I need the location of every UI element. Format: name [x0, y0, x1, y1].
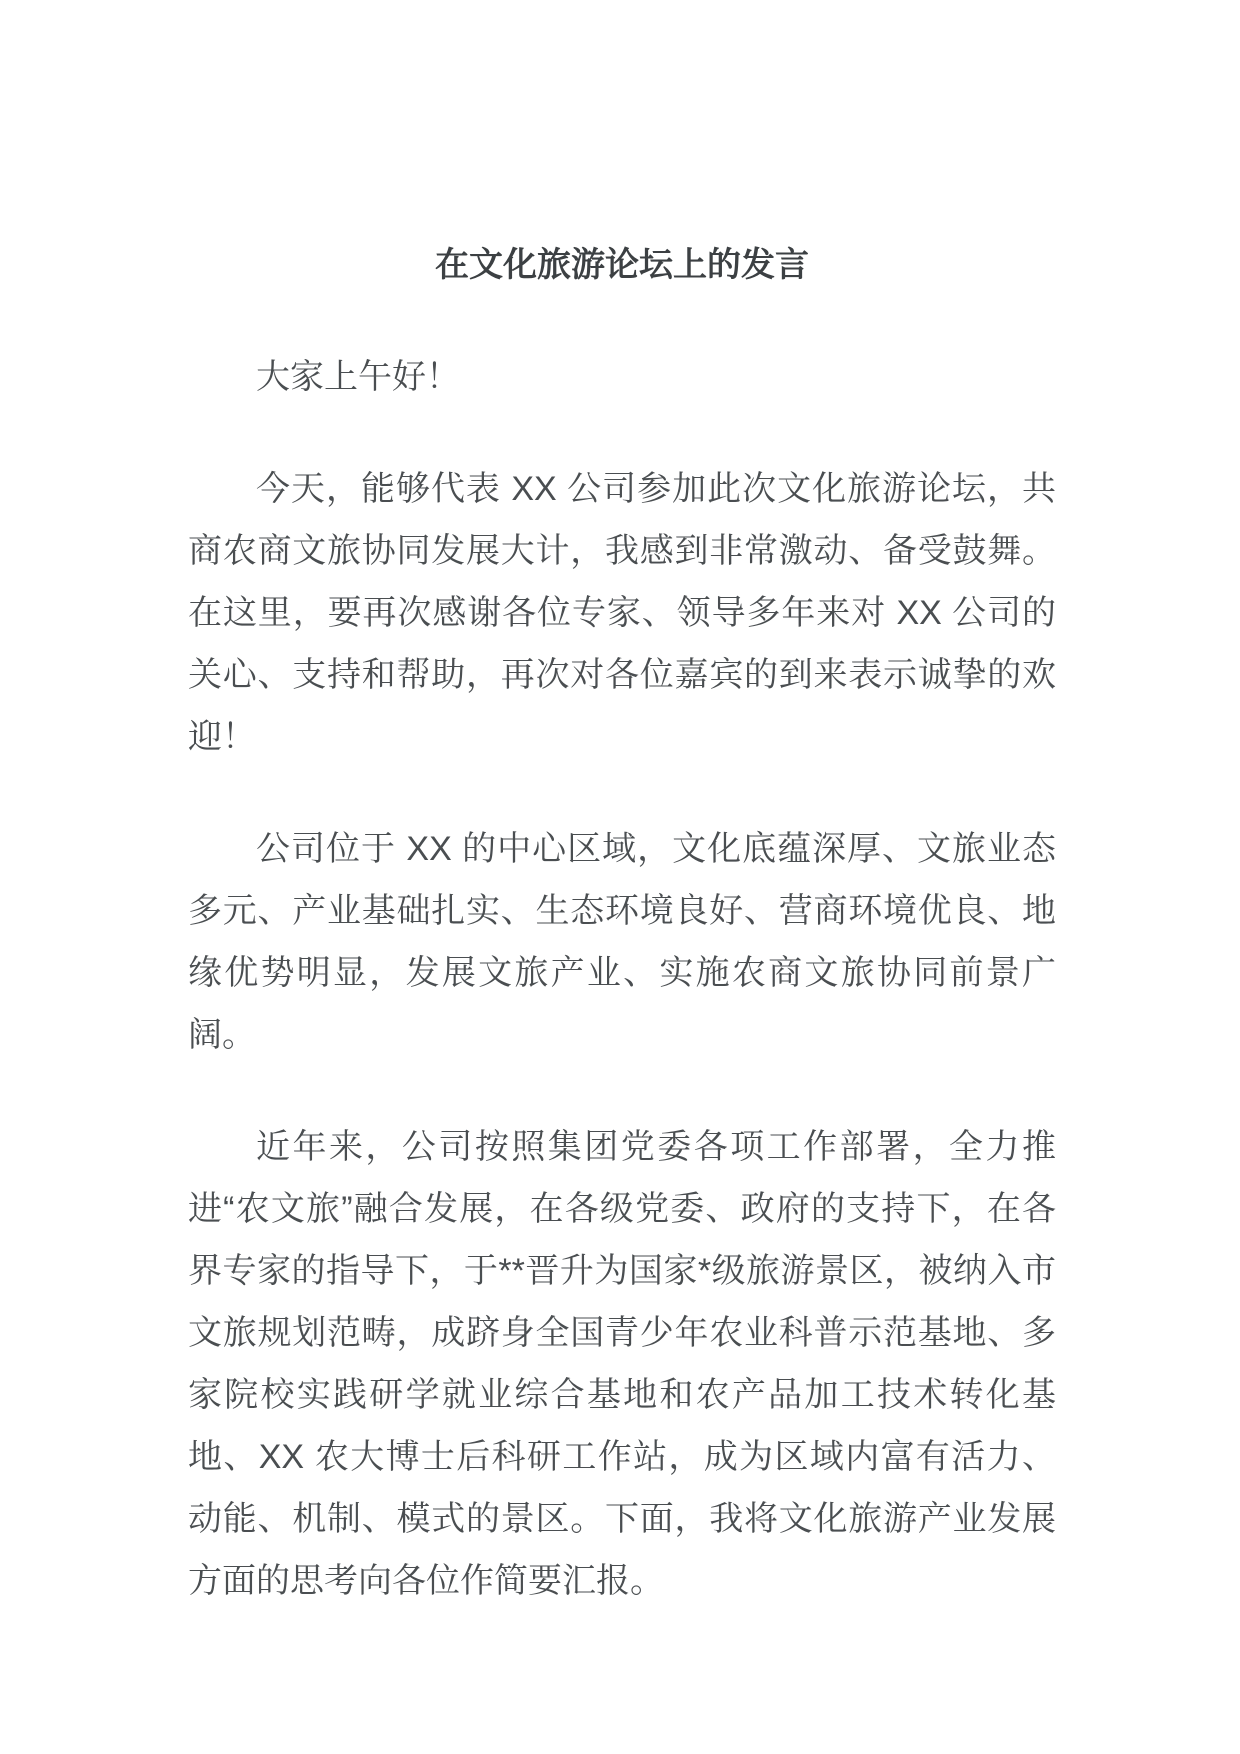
paragraph-greeting: 大家上午好！ — [256, 358, 460, 396]
paragraph-recent-achievements: 近年来，公司按照集团党委各项工作部署，全力推进“农文旅”融合发展，在各级党委、政府的支持下，在各界专家的指导下，于**晋升为国家*级旅游景区，被纳入市文旅规划范畴，成跻身全国青少年农业科普示范基地、多家院校实践研学就业综合基地和农产品加工技术转化基地、XX 农大博士后科研工作站，成为区域内富有活力、动能、机制、模式的景区。下面，我将文化旅游产业发展方面的思考向各位作简要汇报。 — [188, 1128, 1056, 1600]
document-title: 在文化旅游论坛上的发言 — [435, 246, 809, 284]
paragraph-company-location: 公司位于 XX 的中心区域，文化底蕴深厚、文旅业态多元、产业基础扎实、生态环境良好、营商环境优良、地缘优势明显，发展文旅产业、实施农商文旅协同前景广阔。 — [188, 830, 1056, 1054]
paragraph-opening-thanks: 今天，能够代表 XX 公司参加此次文化旅游论坛，共商农商文旅协同发展大计，我感到非常激动、备受鼓舞。在这里，要再次感谢各位专家、领导多年来对 XX 公司的关心、支持和帮助，再次对各位嘉宾的到来表示诚挚的欢迎！ — [188, 470, 1056, 756]
